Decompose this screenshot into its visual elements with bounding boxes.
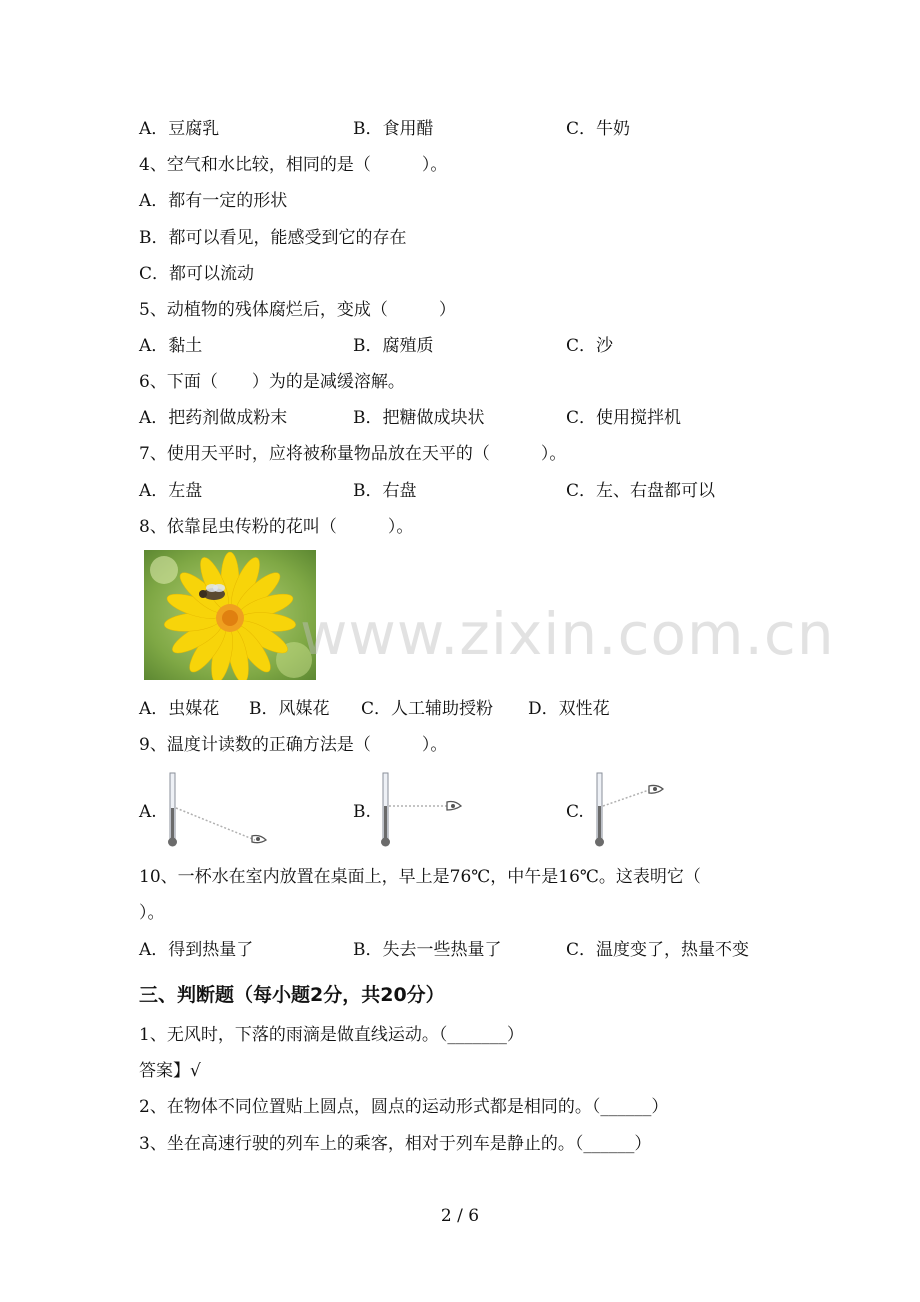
q8-option-b: B．风媒花 [249,699,330,719]
q6-option-a: A．把药剂做成粉末 [139,408,288,428]
q6-option-c: C．使用搅拌机 [566,408,682,428]
judge-item-1: 1、无风时，下落的雨滴是做直线运动。（_______） [139,1025,524,1045]
q4-question: 4、空气和水比较，相同的是（ ）。 [139,155,448,175]
q7-option-b: B．右盘 [353,481,417,501]
q10-question-line2: ）。 [139,903,165,923]
thermometer-figure-c [587,770,682,850]
page-number: 2 / 6 [440,1206,480,1226]
q8-option-d: D．双性花 [528,699,610,719]
judge-item-3: 3、坐在高速行驶的列车上的乘客，相对于列车是静止的。（______） [139,1134,652,1154]
q9-question: 9、温度计读数的正确方法是（ ）。 [139,735,448,755]
q5-question: 5、动植物的残体腐烂后，变成（ ） [139,300,456,320]
q7-option-c: C．左、右盘都可以 [566,481,716,501]
q7-question: 7、使用天平时，应将被称量物品放在天平的（ ）。 [139,444,567,464]
q8-option-a: A．虫媒花 [139,699,220,719]
q4-option-a: A．都有一定的形状 [139,191,288,211]
q10-option-c: C．温度变了，热量不变 [566,940,750,960]
q10-question-line1: 10、一杯水在室内放置在桌面上，早上是76℃，中午是16℃。这表明它（ [139,867,701,887]
q6-option-b: B．把糖做成块状 [353,408,485,428]
q8-question: 8、依靠昆虫传粉的花叫（ ）。 [139,517,414,537]
watermark: www.zixin.com.cn [300,600,835,668]
q10-option-b: B．失去一些热量了 [353,940,502,960]
q9-option-c: C. [566,802,584,822]
section3-heading: 三、判断题（每小题2分，共20分） [139,984,445,1006]
q7-option-a: A．左盘 [139,481,203,501]
q4-option-b: B．都可以看见，能感受到它的存在 [139,228,407,248]
thermometer-figure-b [373,770,473,850]
q3-option-c: C．牛奶 [566,119,631,139]
q6-question: 6、下面（ ）为的是减缓溶解。 [139,372,405,392]
q5-option-b: B．腐殖质 [353,336,434,356]
q5-option-a: A．黏土 [139,336,203,356]
q3-option-b: B．食用醋 [353,119,434,139]
judge-item-2: 2、在物体不同位置贴上圆点，圆点的运动形式都是相同的。（______） [139,1097,669,1117]
answer-line: 答案】√ [139,1061,201,1081]
q9-option-b: B. [353,802,371,822]
q5-option-c: C．沙 [566,336,614,356]
thermometer-figure-a [160,770,275,850]
q4-option-c: C．都可以流动 [139,264,255,284]
flower-image [144,550,316,680]
q9-option-a: A. [139,802,157,822]
q10-option-a: A．得到热量了 [139,940,254,960]
q3-option-a: A．豆腐乳 [139,119,220,139]
q8-option-c: C．人工辅助授粉 [361,699,494,719]
